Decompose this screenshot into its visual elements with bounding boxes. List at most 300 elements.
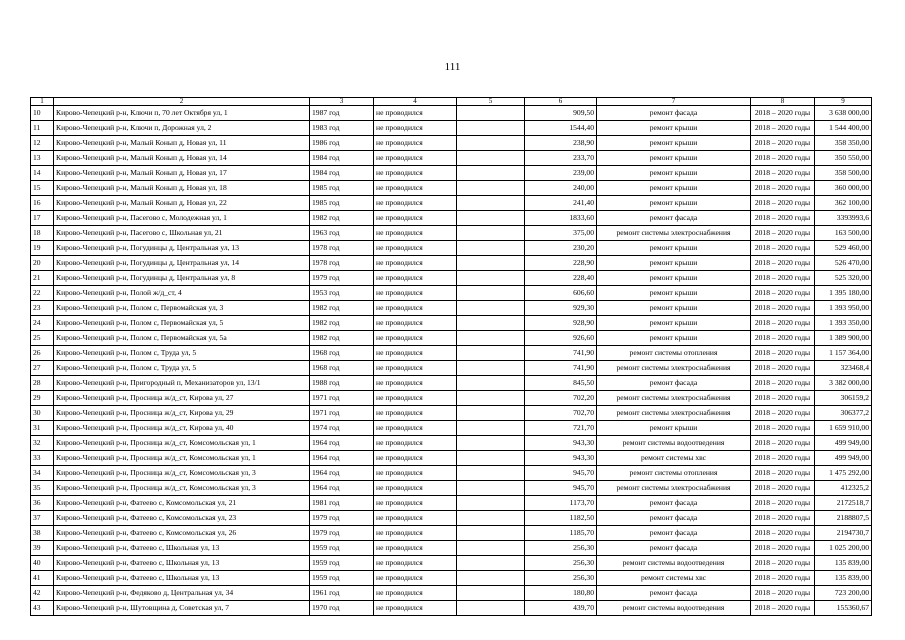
build-year-cell: 1959 год — [310, 541, 374, 556]
table-row — [31, 121, 872, 136]
last-repair-cell: не проводился — [374, 571, 457, 586]
build-year-cell: 1964 год — [310, 466, 374, 481]
row-number-cell: 37 — [31, 511, 54, 526]
period-cell: 2018 – 2020 годы — [751, 256, 815, 271]
row-number-cell: 33 — [31, 451, 54, 466]
last-repair-cell: не проводился — [374, 181, 457, 196]
address-cell: Кирово-Чепецкий р-н, Полом с, Труда ул, 5 — [54, 361, 310, 376]
row-number-cell: 22 — [31, 286, 54, 301]
last-repair-cell: не проводился — [374, 166, 457, 181]
area-cell: 228,90 — [525, 256, 597, 271]
area-cell: 238,90 — [525, 136, 597, 151]
area-cell: 230,20 — [525, 241, 597, 256]
cost-cell: 135 839,00 — [815, 556, 872, 571]
build-year-cell: 1981 год — [310, 496, 374, 511]
cost-cell: 1 395 180,00 — [815, 286, 872, 301]
empty-cell — [457, 436, 525, 451]
address-cell: Кирово-Чепецкий р-н, Пасегово с, Молодежная ул, 1 — [54, 211, 310, 226]
period-cell: 2018 – 2020 годы — [751, 511, 815, 526]
work-type-cell: ремонт крыши — [597, 421, 751, 436]
address-cell: Кирово-Чепецкий р-н, Полом с, Первомайская ул, 5 — [54, 316, 310, 331]
address-cell: Кирово-Чепецкий р-н, Погудинцы д, Центральная ул, 14 — [54, 256, 310, 271]
build-year-cell: 1959 год — [310, 571, 374, 586]
empty-cell — [457, 376, 525, 391]
area-cell: 945,70 — [525, 466, 597, 481]
cost-cell: 350 550,00 — [815, 151, 872, 166]
empty-cell — [457, 256, 525, 271]
row-number-cell: 10 — [31, 106, 54, 121]
last-repair-cell: не проводился — [374, 391, 457, 406]
work-type-cell: ремонт системы электроснабжения — [597, 391, 751, 406]
area-cell: 945,70 — [525, 481, 597, 496]
period-cell: 2018 – 2020 годы — [751, 271, 815, 286]
empty-cell — [457, 211, 525, 226]
last-repair-cell: не проводился — [374, 376, 457, 391]
build-year-cell: 1964 год — [310, 451, 374, 466]
row-number-cell: 29 — [31, 391, 54, 406]
table-row — [31, 571, 872, 586]
work-type-cell: ремонт крыши — [597, 136, 751, 151]
period-cell: 2018 – 2020 годы — [751, 151, 815, 166]
last-repair-cell: не проводился — [374, 466, 457, 481]
row-number-cell: 12 — [31, 136, 54, 151]
address-cell: Кирово-Чепецкий р-н, Просница ж/д_ст, Кирова ул, 29 — [54, 406, 310, 421]
period-cell: 2018 – 2020 годы — [751, 406, 815, 421]
area-cell: 256,30 — [525, 541, 597, 556]
cost-cell: 306377,2 — [815, 406, 872, 421]
area-cell: 1833,60 — [525, 211, 597, 226]
row-number-cell: 24 — [31, 316, 54, 331]
table-row — [31, 376, 872, 391]
last-repair-cell: не проводился — [374, 211, 457, 226]
row-number-cell: 25 — [31, 331, 54, 346]
work-type-cell: ремонт системы водоотведения — [597, 436, 751, 451]
work-type-cell: ремонт крыши — [597, 301, 751, 316]
row-number-cell: 23 — [31, 301, 54, 316]
period-cell: 2018 – 2020 годы — [751, 466, 815, 481]
address-cell: Кирово-Чепецкий р-н, Просница ж/д_ст, Комсомольская ул, 3 — [54, 466, 310, 481]
empty-cell — [457, 121, 525, 136]
empty-cell — [457, 346, 525, 361]
work-type-cell: ремонт крыши — [597, 286, 751, 301]
period-cell: 2018 – 2020 годы — [751, 556, 815, 571]
work-type-cell: ремонт фасада — [597, 376, 751, 391]
row-number-cell: 14 — [31, 166, 54, 181]
area-cell: 721,70 — [525, 421, 597, 436]
address-cell: Кирово-Чепецкий р-н, Малый Конып д, Новая ул, 22 — [54, 196, 310, 211]
work-type-cell: ремонт фасада — [597, 106, 751, 121]
cost-cell: 1 025 200,00 — [815, 541, 872, 556]
empty-cell — [457, 106, 525, 121]
cost-cell: 360 000,00 — [815, 181, 872, 196]
row-number-cell: 40 — [31, 556, 54, 571]
cost-cell: 323468,4 — [815, 361, 872, 376]
work-type-cell: ремонт системы электроснабжения — [597, 226, 751, 241]
column-number-cell: 1 — [31, 98, 54, 106]
empty-cell — [457, 361, 525, 376]
work-type-cell: ремонт системы хвс — [597, 451, 751, 466]
address-cell: Кирово-Чепецкий р-н, Фатеево с, Комсомольская ул, 26 — [54, 526, 310, 541]
period-cell: 2018 – 2020 годы — [751, 391, 815, 406]
empty-cell — [457, 406, 525, 421]
work-type-cell: ремонт крыши — [597, 166, 751, 181]
table-row — [31, 106, 872, 121]
table-row — [31, 601, 872, 616]
empty-cell — [457, 331, 525, 346]
build-year-cell: 1971 год — [310, 391, 374, 406]
address-cell: Кирово-Чепецкий р-н, Просница ж/д_ст, Комсомольская ул, 3 — [54, 481, 310, 496]
build-year-cell: 1982 год — [310, 301, 374, 316]
table-row — [31, 196, 872, 211]
address-cell: Кирово-Чепецкий р-н, Фатеево с, Комсомольская ул, 21 — [54, 496, 310, 511]
cost-cell: 1 544 400,00 — [815, 121, 872, 136]
period-cell: 2018 – 2020 годы — [751, 181, 815, 196]
area-cell: 929,30 — [525, 301, 597, 316]
work-type-cell: ремонт крыши — [597, 271, 751, 286]
empty-cell — [457, 151, 525, 166]
build-year-cell: 1978 год — [310, 256, 374, 271]
empty-cell — [457, 286, 525, 301]
last-repair-cell: не проводился — [374, 361, 457, 376]
work-type-cell: ремонт крыши — [597, 121, 751, 136]
period-cell: 2018 – 2020 годы — [751, 586, 815, 601]
area-cell: 606,60 — [525, 286, 597, 301]
build-year-cell: 1988 год — [310, 376, 374, 391]
empty-cell — [457, 451, 525, 466]
area-cell: 845,50 — [525, 376, 597, 391]
build-year-cell: 1978 год — [310, 241, 374, 256]
column-number-cell: 6 — [525, 98, 597, 106]
cost-cell: 3 638 000,00 — [815, 106, 872, 121]
build-year-cell: 1964 год — [310, 481, 374, 496]
area-cell: 702,20 — [525, 391, 597, 406]
period-cell: 2018 – 2020 годы — [751, 436, 815, 451]
row-number-cell: 28 — [31, 376, 54, 391]
address-cell: Кирово-Чепецкий р-н, Погудинцы д, Центральная ул, 8 — [54, 271, 310, 286]
row-number-cell: 16 — [31, 196, 54, 211]
column-number-row — [31, 98, 872, 106]
table-row — [31, 421, 872, 436]
row-number-cell: 41 — [31, 571, 54, 586]
row-number-cell: 34 — [31, 466, 54, 481]
table-row — [31, 166, 872, 181]
work-type-cell: ремонт системы электроснабжения — [597, 361, 751, 376]
table-row — [31, 241, 872, 256]
period-cell: 2018 – 2020 годы — [751, 241, 815, 256]
address-cell: Кирово-Чепецкий р-н, Малый Конып д, Новая ул, 14 — [54, 151, 310, 166]
row-number-cell: 26 — [31, 346, 54, 361]
work-type-cell: ремонт фасада — [597, 211, 751, 226]
address-cell: Кирово-Чепецкий р-н, Пригородный п, Механизаторов ул, 13/1 — [54, 376, 310, 391]
work-type-cell: ремонт системы хвс — [597, 571, 751, 586]
period-cell: 2018 – 2020 годы — [751, 226, 815, 241]
column-number-cell: 5 — [457, 98, 525, 106]
table-row — [31, 511, 872, 526]
area-cell: 909,50 — [525, 106, 597, 121]
empty-cell — [457, 181, 525, 196]
area-cell: 439,70 — [525, 601, 597, 616]
cost-cell: 358 500,00 — [815, 166, 872, 181]
empty-cell — [457, 391, 525, 406]
period-cell: 2018 – 2020 годы — [751, 316, 815, 331]
last-repair-cell: не проводился — [374, 526, 457, 541]
address-cell: Кирово-Чепецкий р-н, Фатеево с, Школьная ул, 13 — [54, 571, 310, 586]
row-number-cell: 11 — [31, 121, 54, 136]
address-cell: Кирово-Чепецкий р-н, Пасегово с, Школьная ул, 21 — [54, 226, 310, 241]
period-cell: 2018 – 2020 годы — [751, 421, 815, 436]
address-cell: Кирово-Чепецкий р-н, Полом с, Первомайская ул, 5а — [54, 331, 310, 346]
table-row — [31, 496, 872, 511]
address-cell: Кирово-Чепецкий р-н, Просница ж/д_ст, Кирова ул, 27 — [54, 391, 310, 406]
table-row — [31, 466, 872, 481]
build-year-cell: 1968 год — [310, 346, 374, 361]
table-row — [31, 331, 872, 346]
work-type-cell: ремонт крыши — [597, 241, 751, 256]
table-row — [31, 391, 872, 406]
table-row — [31, 286, 872, 301]
work-type-cell: ремонт крыши — [597, 331, 751, 346]
address-cell: Кирово-Чепецкий р-н, Фатеево с, Школьная ул, 13 — [54, 556, 310, 571]
build-year-cell: 1986 год — [310, 136, 374, 151]
address-cell: Кирово-Чепецкий р-н, Малый Конып д, Новая ул, 18 — [54, 181, 310, 196]
empty-cell — [457, 226, 525, 241]
table-row — [31, 136, 872, 151]
address-cell: Кирово-Чепецкий р-н, Фатеево с, Комсомольская ул, 23 — [54, 511, 310, 526]
address-cell: Кирово-Чепецкий р-н, Полом с, Первомайская ул, 3 — [54, 301, 310, 316]
row-number-cell: 19 — [31, 241, 54, 256]
work-type-cell: ремонт фасада — [597, 586, 751, 601]
area-cell: 375,00 — [525, 226, 597, 241]
empty-cell — [457, 481, 525, 496]
cost-cell: 529 460,00 — [815, 241, 872, 256]
row-number-cell: 15 — [31, 181, 54, 196]
row-number-cell: 38 — [31, 526, 54, 541]
build-year-cell: 1984 год — [310, 166, 374, 181]
area-cell: 256,30 — [525, 556, 597, 571]
empty-cell — [457, 136, 525, 151]
address-cell: Кирово-Чепецкий р-н, Полой ж/д_ст, 4 — [54, 286, 310, 301]
work-type-cell: ремонт фасада — [597, 511, 751, 526]
table-row — [31, 586, 872, 601]
period-cell: 2018 – 2020 годы — [751, 496, 815, 511]
last-repair-cell: не проводился — [374, 121, 457, 136]
last-repair-cell: не проводился — [374, 421, 457, 436]
table-row — [31, 316, 872, 331]
table-row — [31, 526, 872, 541]
build-year-cell: 1983 год — [310, 121, 374, 136]
period-cell: 2018 – 2020 годы — [751, 106, 815, 121]
period-cell: 2018 – 2020 годы — [751, 346, 815, 361]
work-type-cell: ремонт системы водоотведения — [597, 556, 751, 571]
cost-cell: 1 389 900,00 — [815, 331, 872, 346]
cost-cell: 306159,2 — [815, 391, 872, 406]
table-row — [31, 151, 872, 166]
build-year-cell: 1964 год — [310, 436, 374, 451]
work-type-cell: ремонт крыши — [597, 151, 751, 166]
empty-cell — [457, 466, 525, 481]
empty-cell — [457, 541, 525, 556]
build-year-cell: 1979 год — [310, 271, 374, 286]
period-cell: 2018 – 2020 годы — [751, 196, 815, 211]
last-repair-cell: не проводился — [374, 196, 457, 211]
address-cell: Кирово-Чепецкий р-н, Шутовщина д, Советская ул, 7 — [54, 601, 310, 616]
build-year-cell: 1959 год — [310, 556, 374, 571]
row-number-cell: 31 — [31, 421, 54, 436]
table-row — [31, 361, 872, 376]
area-cell: 1173,70 — [525, 496, 597, 511]
address-cell: Кирово-Чепецкий р-н, Фатеево с, Школьная ул, 13 — [54, 541, 310, 556]
build-year-cell: 1982 год — [310, 211, 374, 226]
area-cell: 239,00 — [525, 166, 597, 181]
cost-cell: 163 500,00 — [815, 226, 872, 241]
empty-cell — [457, 166, 525, 181]
row-number-cell: 35 — [31, 481, 54, 496]
address-cell: Кирово-Чепецкий р-н, Ключи п, 70 лет Октября ул, 1 — [54, 106, 310, 121]
work-type-cell: ремонт фасада — [597, 526, 751, 541]
cost-cell: 2188807,5 — [815, 511, 872, 526]
row-number-cell: 17 — [31, 211, 54, 226]
column-number-cell: 2 — [54, 98, 310, 106]
cost-cell: 723 200,00 — [815, 586, 872, 601]
last-repair-cell: не проводился — [374, 106, 457, 121]
period-cell: 2018 – 2020 годы — [751, 601, 815, 616]
cost-cell: 1 393 350,00 — [815, 316, 872, 331]
column-number-cell: 4 — [374, 98, 457, 106]
cost-cell: 2194730,7 — [815, 526, 872, 541]
cost-cell: 1 157 364,00 — [815, 346, 872, 361]
address-cell: Кирово-Чепецкий р-н, Ключи п, Дорожная ул, 2 — [54, 121, 310, 136]
empty-cell — [457, 301, 525, 316]
period-cell: 2018 – 2020 годы — [751, 286, 815, 301]
last-repair-cell: не проводился — [374, 541, 457, 556]
cost-cell: 499 949,00 — [815, 436, 872, 451]
column-number-cell: 8 — [751, 98, 815, 106]
work-type-cell: ремонт крыши — [597, 256, 751, 271]
work-type-cell: ремонт системы отопления — [597, 466, 751, 481]
table-row — [31, 211, 872, 226]
period-cell: 2018 – 2020 годы — [751, 301, 815, 316]
empty-cell — [457, 496, 525, 511]
last-repair-cell: не проводился — [374, 256, 457, 271]
work-type-cell: ремонт системы электроснабжения — [597, 406, 751, 421]
table-row — [31, 271, 872, 286]
table-row — [31, 226, 872, 241]
build-year-cell: 1985 год — [310, 196, 374, 211]
work-type-cell: ремонт крыши — [597, 181, 751, 196]
cost-cell: 526 470,00 — [815, 256, 872, 271]
last-repair-cell: не проводился — [374, 451, 457, 466]
last-repair-cell: не проводился — [374, 286, 457, 301]
empty-cell — [457, 526, 525, 541]
empty-cell — [457, 571, 525, 586]
area-cell: 926,60 — [525, 331, 597, 346]
last-repair-cell: не проводился — [374, 586, 457, 601]
table-body — [31, 98, 872, 616]
area-cell: 256,30 — [525, 571, 597, 586]
work-type-cell: ремонт фасада — [597, 541, 751, 556]
page-number: 111 — [444, 61, 461, 73]
period-cell: 2018 – 2020 годы — [751, 541, 815, 556]
area-cell: 741,90 — [525, 361, 597, 376]
cost-cell: 3393993,6 — [815, 211, 872, 226]
area-cell: 180,80 — [525, 586, 597, 601]
cost-cell: 525 320,00 — [815, 271, 872, 286]
area-cell: 228,40 — [525, 271, 597, 286]
cost-cell: 499 949,00 — [815, 451, 872, 466]
empty-cell — [457, 511, 525, 526]
area-cell: 1182,50 — [525, 511, 597, 526]
build-year-cell: 1979 год — [310, 511, 374, 526]
cost-cell: 3 382 000,00 — [815, 376, 872, 391]
empty-cell — [457, 316, 525, 331]
empty-cell — [457, 556, 525, 571]
column-number-cell: 3 — [310, 98, 374, 106]
address-cell: Кирово-Чепецкий р-н, Просница ж/д_ст, Комсомольская ул, 1 — [54, 451, 310, 466]
table-row — [31, 451, 872, 466]
last-repair-cell: не проводился — [374, 436, 457, 451]
last-repair-cell: не проводился — [374, 241, 457, 256]
table-row — [31, 301, 872, 316]
row-number-cell: 43 — [31, 601, 54, 616]
row-number-cell: 27 — [31, 361, 54, 376]
build-year-cell: 1985 год — [310, 181, 374, 196]
area-cell: 1185,70 — [525, 526, 597, 541]
table-row — [31, 556, 872, 571]
row-number-cell: 13 — [31, 151, 54, 166]
table-row — [31, 436, 872, 451]
row-number-cell: 21 — [31, 271, 54, 286]
last-repair-cell: не проводился — [374, 271, 457, 286]
cost-cell: 1 475 292,00 — [815, 466, 872, 481]
row-number-cell: 18 — [31, 226, 54, 241]
last-repair-cell: не проводился — [374, 151, 457, 166]
last-repair-cell: не проводился — [374, 301, 457, 316]
address-cell: Кирово-Чепецкий р-н, Просница ж/д_ст, Комсомольская ул, 1 — [54, 436, 310, 451]
period-cell: 2018 – 2020 годы — [751, 571, 815, 586]
address-cell: Кирово-Чепецкий р-н, Малый Конып д, Новая ул, 17 — [54, 166, 310, 181]
empty-cell — [457, 271, 525, 286]
period-cell: 2018 – 2020 годы — [751, 451, 815, 466]
last-repair-cell: не проводился — [374, 136, 457, 151]
last-repair-cell: не проводился — [374, 556, 457, 571]
period-cell: 2018 – 2020 годы — [751, 331, 815, 346]
build-year-cell: 1982 год — [310, 331, 374, 346]
build-year-cell: 1970 год — [310, 601, 374, 616]
area-cell: 702,70 — [525, 406, 597, 421]
last-repair-cell: не проводился — [374, 481, 457, 496]
cost-cell: 1 393 950,00 — [815, 301, 872, 316]
area-cell: 1544,40 — [525, 121, 597, 136]
build-year-cell: 1953 год — [310, 286, 374, 301]
empty-cell — [457, 241, 525, 256]
work-type-cell: ремонт фасада — [597, 496, 751, 511]
period-cell: 2018 – 2020 годы — [751, 136, 815, 151]
period-cell: 2018 – 2020 годы — [751, 481, 815, 496]
last-repair-cell: не проводился — [374, 406, 457, 421]
last-repair-cell: не проводился — [374, 601, 457, 616]
build-year-cell: 1982 год — [310, 316, 374, 331]
cost-cell: 1 659 910,00 — [815, 421, 872, 436]
repair-program-table — [30, 97, 872, 616]
row-number-cell: 32 — [31, 436, 54, 451]
work-type-cell: ремонт системы электроснабжения — [597, 481, 751, 496]
build-year-cell: 1974 год — [310, 421, 374, 436]
work-type-cell: ремонт системы отопления — [597, 346, 751, 361]
area-cell: 241,40 — [525, 196, 597, 211]
table-row — [31, 481, 872, 496]
work-type-cell: ремонт крыши — [597, 316, 751, 331]
work-type-cell: ремонт системы водоотведения — [597, 601, 751, 616]
